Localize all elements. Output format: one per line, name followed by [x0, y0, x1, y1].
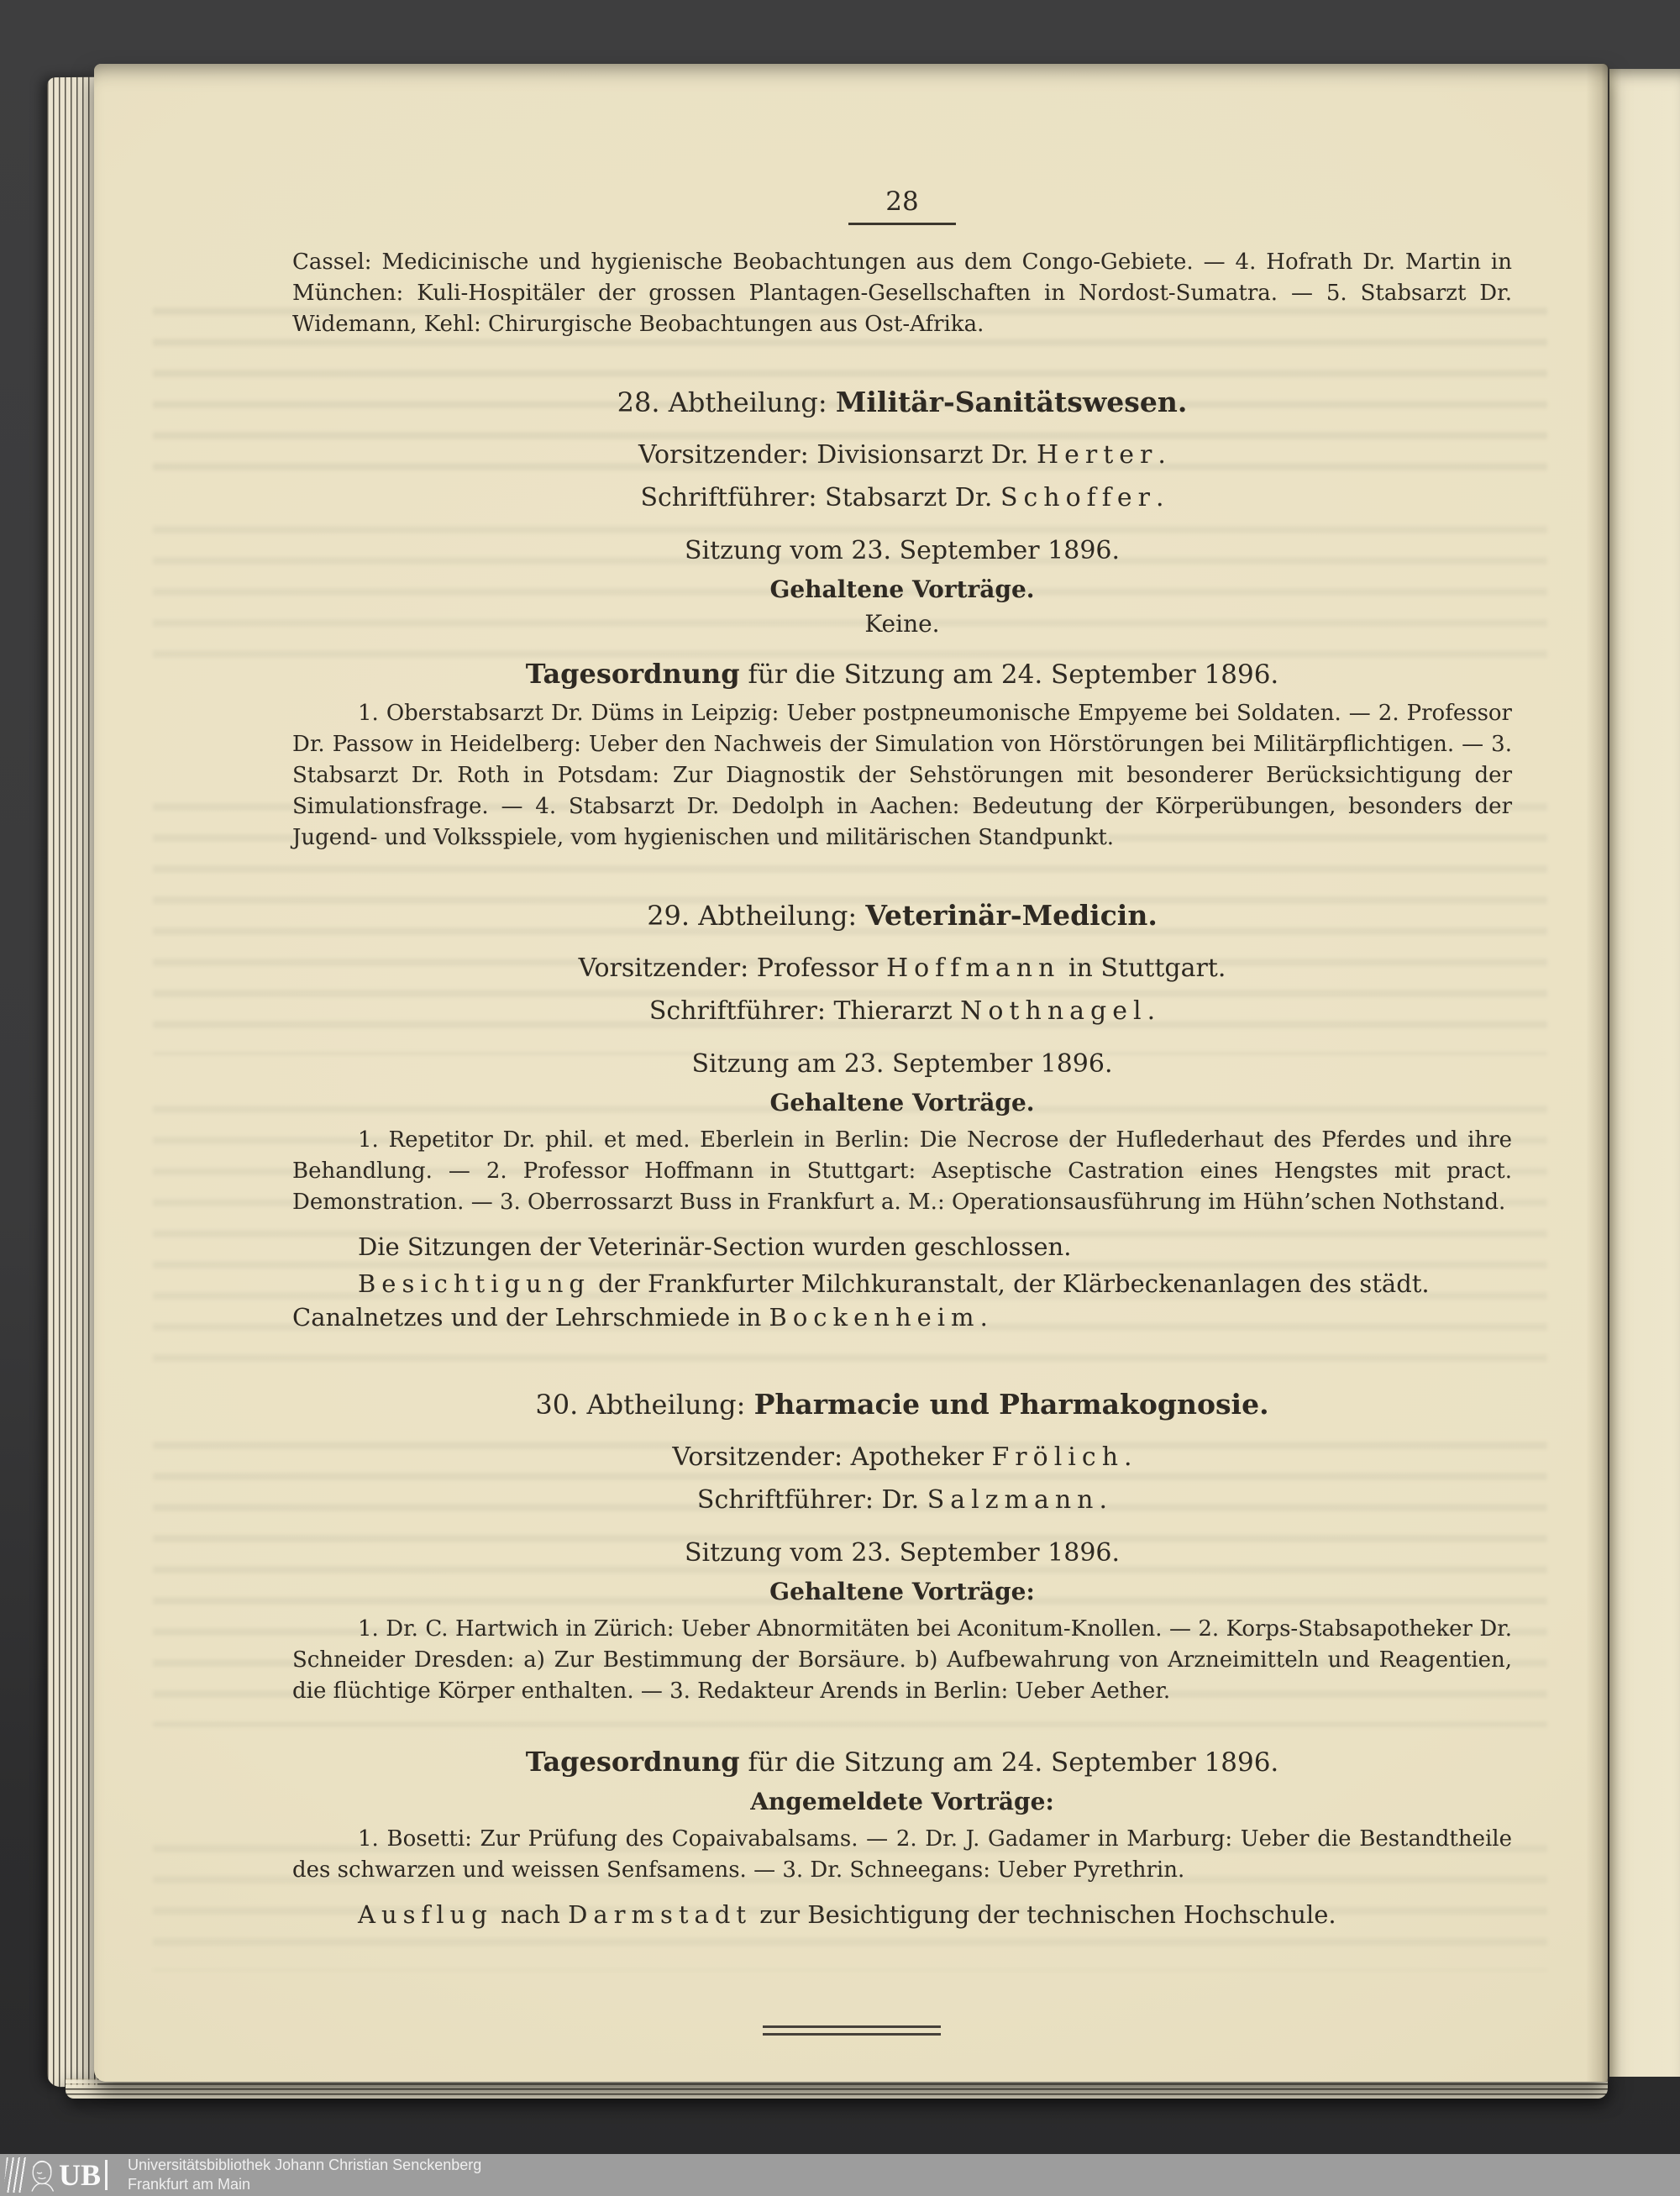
section-30-excursion-line: [292, 1898, 1512, 1931]
section-30-session-date: Sitzung vom 23. September 1896.: [684, 1538, 1121, 1568]
agenda-rest: für die Sitzung am 24. September 1896.: [739, 659, 1279, 690]
chair-prefix: Vorsitzender: Professor: [578, 954, 886, 983]
section-30-held-heading: Gehaltene Vorträge:: [769, 1578, 1035, 1605]
library-city: Frankfurt am Main: [128, 2176, 251, 2193]
secretary-prefix: Schriftführer: Thierarzt: [648, 996, 961, 1026]
section-28-session-date: Sitzung vom 23. September 1896.: [684, 536, 1121, 565]
chair-suffix: .: [1158, 440, 1166, 470]
section-29-held-heading: Gehaltene Vorträge.: [769, 1089, 1035, 1116]
section-28-chair: [292, 440, 1512, 470]
excursion-tail: zur Besichtigung der technischen Hochschule.: [752, 1900, 1336, 1929]
section-29-secretary: [292, 996, 1512, 1026]
section-30-agenda-heading: [292, 1746, 1512, 1778]
library-footer-bar: [0, 2154, 1680, 2196]
agenda-bold: Tagesordnung: [525, 1746, 740, 1778]
section-29-label: 29. Abtheilung:: [647, 900, 866, 932]
section-30-title: Pharmacie und Pharmakognosie.: [753, 1388, 1269, 1421]
excursion-mid: nach: [492, 1900, 569, 1929]
goethe-portrait-icon: [27, 2157, 57, 2193]
secretary-name: Nothnagel: [960, 996, 1147, 1026]
secretary-prefix: Schriftführer: Stabsarzt Dr.: [640, 483, 1000, 512]
secretary-name: Salzmann: [927, 1485, 1100, 1515]
section-29-visit-line: [292, 1267, 1512, 1334]
chair-name: Hoffmann: [885, 954, 1061, 983]
secretary-suffix: .: [1155, 483, 1164, 512]
section-30-announced-paragraph: 1. Bosetti: Zur Prüfung des Copaivabalsams. — 2. Dr. J. Gadamer in Marburg: Ueber die Bestandtheile des schwarzen und weissen Senfsamens. — 3. Dr. Schneegans: Ueber Pyrethrin.: [292, 1826, 1512, 1883]
section-28-held-heading: Gehaltene Vorträge.: [769, 575, 1035, 603]
page-number-wrap: [292, 187, 1512, 225]
section-28-secretary: [292, 483, 1512, 512]
section-29-closing-line: Die Sitzungen der Veterinär-Section wurden geschlossen.: [358, 1232, 1072, 1261]
library-attribution: [128, 2156, 481, 2194]
section-28-held-body: Keine.: [864, 610, 940, 638]
visit-lead: Besichtigung: [358, 1269, 591, 1298]
section-30-announced-heading: Angemeldete Vorträge:: [750, 1788, 1054, 1815]
agenda-bold: Tagesordnung: [525, 658, 740, 690]
chair-name: Frölich: [991, 1442, 1125, 1472]
section-30-chair: [292, 1442, 1512, 1472]
section-30-held-paragraph: 1. Dr. C. Hartwich in Zürich: Ueber Abnormitäten bei Aconitum-Knollen. — 2. Korps-Stabsapotheker Dr. Schneider Dresden: a) Zur Bestimmung der Borsäure. b) Aufbewahrung von Arzneimitteln und Reagentien, die flüchtige Körper enthalten. — 3. Redakteur Arends in Berlin: Ueber Aether.: [292, 1616, 1512, 1704]
section-30-heading: [292, 1388, 1512, 1421]
section-28-label: 28. Abtheilung:: [617, 386, 836, 418]
scanned-book-page: [94, 64, 1608, 2082]
end-of-text-rule: [763, 2025, 941, 2036]
section-30-label: 30. Abtheilung:: [535, 1389, 754, 1421]
section-29-held-paragraph: 1. Repetitor Dr. phil. et med. Eberlein in Berlin: Die Necrose der Huflederhaut des Pferdes und ihre Behandlung. — 2. Professor Hoffmann in Stuttgart: Aseptische Castration eines Hengstes mit pract. Demonstration. — 3. Oberrossarzt Buss in Frankfurt a. M.: Operationsausführung im Hühn’schen Nothstand.: [292, 1127, 1512, 1215]
section-29-heading: [292, 899, 1512, 932]
ub-logo-text: UB: [59, 2158, 102, 2192]
page-content: [292, 64, 1512, 2036]
book-pages-icon: [3, 2157, 27, 2193]
chair-prefix: Vorsitzender: Divisionsarzt Dr.: [638, 440, 1037, 470]
visit-tail: .: [979, 1303, 988, 1332]
agenda-rest: für die Sitzung am 24. September 1896.: [739, 1747, 1279, 1778]
secretary-name: Schoffer: [1000, 483, 1156, 512]
facing-page-edge: [1609, 69, 1680, 2077]
secretary-prefix: Schriftführer: Dr.: [696, 1485, 927, 1515]
secretary-suffix: .: [1147, 996, 1156, 1026]
section-29-chair: [292, 954, 1512, 983]
section-29-session-date: Sitzung am 23. September 1896.: [691, 1049, 1113, 1079]
logo-divider-bar: [105, 2160, 108, 2190]
ub-library-logo: [5, 2157, 108, 2193]
section-28-title: Militär-Sanitätswesen.: [835, 386, 1188, 418]
section-28-agenda-paragraph: 1. Oberstabsarzt Dr. Düms in Leipzig: Ueber postpneumonische Empyeme bei Soldaten. — 2. Professor Dr. Passow in Heidelberg: Ueber den Nachweis der Simulation von Hörstörungen bei Militärpflichtigen. — 3. Stabsarzt Dr. Roth in Potsdam: Zur Diagnostik der Sehstörungen mit besonderer Berücksichtigung der Simulationsfrage. — 4. Stabsarzt Dr. Dedolph in Aachen: Bedeutung der Körperübungen, besonders der Jugend- und Volksspiele, vom hygienischen und militärischen Standpunkt.: [292, 701, 1512, 850]
section-28-heading: [292, 386, 1512, 418]
section-30-secretary: [292, 1485, 1512, 1515]
chair-suffix: .: [1124, 1442, 1132, 1472]
library-name: Universitätsbibliothek Johann Christian Senckenberg: [128, 2157, 482, 2173]
excursion-place: Darmstadt: [568, 1900, 753, 1929]
section-28-agenda-heading: [292, 658, 1512, 690]
chair-name: Herter: [1036, 440, 1158, 470]
chair-suffix: in Stuttgart.: [1060, 954, 1226, 983]
visit-middle: der Frankfurter Milchkuranstalt, der Klärbeckenanlagen des städt. Canalnetzes und der Lehrschmiede in: [292, 1269, 1430, 1332]
secretary-suffix: .: [1099, 1485, 1108, 1515]
section-29-title: Veterinär-Medicin.: [865, 899, 1158, 932]
chair-prefix: Vorsitzender: Apotheker: [672, 1442, 992, 1472]
excursion-lead: Ausflug: [358, 1900, 493, 1929]
visit-place: Bockenheim: [769, 1303, 980, 1332]
book-page-stack-left-edge: [47, 77, 97, 2087]
page-number: 28: [848, 187, 955, 225]
intro-paragraph: Cassel: Medicinische und hygienische Beobachtungen aus dem Congo-Gebiete. — 4. Hofrath Dr. Martin in München: Kuli-Hospitäler der grossen Plantagen-Gesellschaften in Nordost-Sumatra. — 5. Stabsarzt Dr. Widemann, Kehl: Chirurgische Beobachtungen aus Ost-Afrika.: [292, 250, 1512, 337]
